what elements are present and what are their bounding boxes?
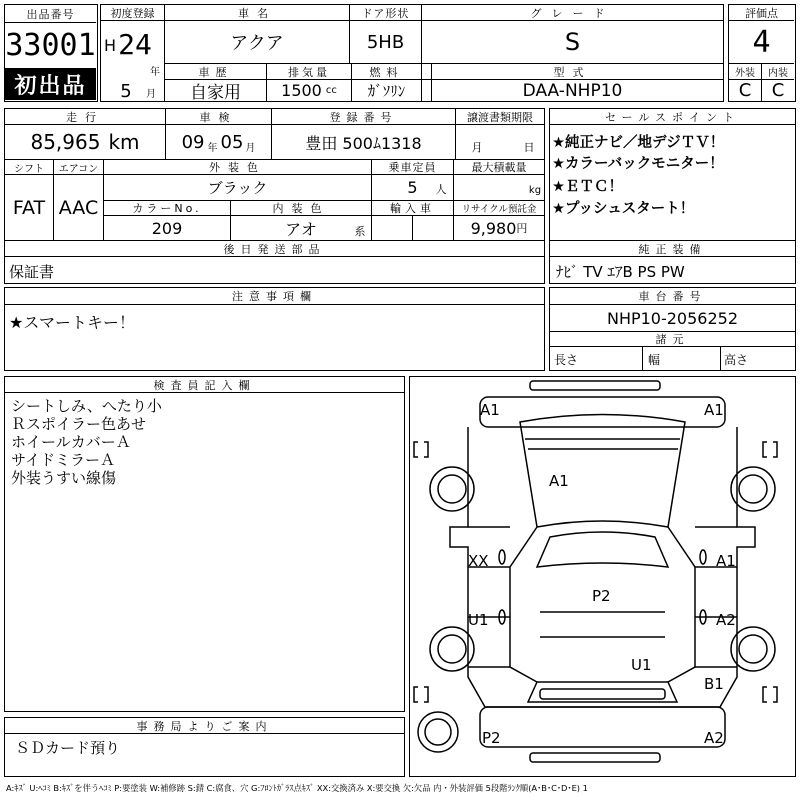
- inspector-line: シートしみ、へたり小: [11, 397, 162, 415]
- transfer-month-unit: 月: [471, 141, 483, 154]
- fuel-label: 燃料: [369, 65, 404, 79]
- door: 5HB: [366, 31, 405, 53]
- plate-label: 登録番号: [329, 110, 398, 124]
- shift-label: シフト: [14, 163, 44, 175]
- plate: 豊田 500ﾑ1318: [305, 133, 422, 153]
- reg-month: 5: [120, 80, 132, 102]
- transfer-label: 譲渡書類期限: [467, 110, 533, 124]
- inspector-line: サイドミラーＡ: [11, 451, 115, 469]
- later-parts-label: 後日発送部品: [223, 242, 326, 256]
- equipment: ﾅﾋﾞ TV ｴｱB PS PW: [556, 263, 685, 281]
- reg-year: 24: [118, 27, 152, 61]
- inspector-line: 外装うすい線傷: [11, 469, 117, 487]
- mileage: [5, 125, 165, 159]
- damage-mark: U1: [631, 656, 652, 674]
- lot-label: 出品番号: [26, 7, 75, 21]
- reg-era: H: [103, 35, 117, 55]
- chassis-box: [549, 287, 796, 371]
- history-label: 車歴: [198, 65, 233, 79]
- int-color-label: 内装色: [272, 202, 330, 215]
- inspection-month-unit: 月: [245, 142, 256, 154]
- inspection: [166, 125, 271, 159]
- mileage-label: 走行: [66, 110, 104, 124]
- recycle-value: 9,980: [470, 218, 517, 238]
- office-box: [4, 717, 405, 777]
- inspection-label: 車検: [199, 110, 238, 124]
- damage-mark: A1: [704, 401, 724, 419]
- damage-mark: A2: [716, 611, 736, 629]
- mileage-value: 85,965: [30, 130, 101, 154]
- load-label: 最大積載量: [471, 161, 527, 174]
- recycle-unit: 円: [516, 222, 528, 235]
- inspector-box: [4, 376, 405, 712]
- damage-mark: P2: [592, 587, 611, 605]
- chassis-label: 車台番号: [638, 290, 707, 303]
- recycle-label: リサイクル預託金: [461, 204, 537, 215]
- color: ブラック: [207, 179, 268, 197]
- door-label: ドア形状: [361, 6, 410, 20]
- int-color: アオ: [285, 219, 317, 239]
- sales-point: ★カラーバックモニター！: [552, 156, 724, 172]
- inspection-year-unit: 年: [207, 142, 218, 154]
- interior-score: C: [771, 80, 785, 101]
- width-label: 幅: [648, 353, 661, 367]
- capacity-label: 乗車定員: [388, 161, 437, 174]
- inspector-line: Ｒスポイラー色あせ: [11, 415, 147, 433]
- notes-label: 注意事項欄: [232, 290, 317, 303]
- car-name: アクア: [230, 33, 284, 54]
- top-info-box: [100, 4, 724, 102]
- interior-label: 内装: [768, 68, 788, 79]
- capacity: 5: [407, 178, 418, 197]
- inspection-month: 05: [220, 131, 244, 153]
- ac: AAC: [58, 196, 99, 219]
- office-label: 事務局よりご案内: [136, 719, 273, 733]
- history: 自家用: [190, 83, 241, 103]
- damage-mark: A1: [716, 552, 736, 570]
- score-label: 評価点: [745, 6, 778, 20]
- inspector-label: 検査員記入欄: [153, 378, 256, 392]
- mileage-unit: km: [108, 130, 140, 154]
- vehicle-info-box: [4, 108, 545, 284]
- recycle: [454, 216, 544, 240]
- int-color-unit: 系: [354, 225, 366, 238]
- exterior-score: C: [738, 80, 752, 101]
- inspector-line: ホイールカバーＡ: [11, 433, 131, 451]
- notes-box: [4, 287, 545, 371]
- damage-mark: A2: [704, 729, 724, 747]
- damage-mark: A1: [480, 401, 500, 419]
- damage-mark: U1: [468, 611, 489, 629]
- sales-box: [549, 108, 796, 284]
- lot-box: [4, 4, 98, 102]
- legend: A:ｷｽﾞ U:ﾍｺﾐ B:ｷｽﾞを伴うﾍｺﾐ P:要塗装 W:補修跡 S:錆 C:腐食、穴 G:ﾌﾛﾝﾄｶﾞﾗｽ点ｷｽﾞ XX:交換済み X:要交換 欠:欠品 内・外装評価 5段階ﾗﾝｸ順(A･B･C･D･E) 1: [6, 783, 588, 793]
- color-no: 209: [151, 218, 183, 238]
- sales-point: ★プッシュスタート！: [552, 201, 695, 217]
- displacement: [267, 80, 351, 101]
- damage-mark: B1: [704, 675, 724, 693]
- sales-label: セールスポイント: [604, 110, 740, 124]
- reg-year-unit: 年: [150, 66, 160, 78]
- grade-label: グレード: [530, 6, 615, 20]
- damage-mark: XX: [468, 552, 489, 570]
- inspection-year: 09: [181, 131, 205, 153]
- load-unit: kg: [528, 184, 542, 196]
- chassis-number: NHP10-2056252: [606, 308, 739, 328]
- color-label: 外装色: [209, 161, 266, 174]
- car-outline-svg: [410, 377, 795, 776]
- length-label: 長さ: [554, 353, 579, 367]
- displacement-label: 排気量: [288, 65, 330, 79]
- displacement-value: 1500: [281, 81, 322, 100]
- later-parts: 保証書: [9, 263, 55, 281]
- grade: S: [564, 28, 581, 56]
- fuel: ｶﾞｿﾘﾝ: [367, 82, 406, 100]
- notes: ★スマートキー！: [9, 313, 136, 332]
- car-name-label: 車名: [238, 6, 276, 20]
- exterior-label: 外装: [735, 68, 755, 79]
- sales-point: ★純正ナビ／地デジＴＶ！: [552, 135, 725, 151]
- displacement-unit: cc: [325, 85, 337, 96]
- color-no-label: カラーNo.: [132, 202, 202, 215]
- import-label: 輸入車: [390, 202, 435, 215]
- damage-mark: A1: [549, 472, 569, 490]
- capacity-unit: 人: [435, 183, 447, 196]
- sales-point: ★ＥＴＣ！: [552, 179, 623, 195]
- reg-label: 初度登録: [110, 6, 155, 20]
- equipment-label: 純正装備: [638, 242, 707, 256]
- model: DAA-NHP10: [522, 80, 623, 101]
- score-box: [728, 4, 796, 102]
- transfer-day-unit: 日: [523, 141, 535, 154]
- reg-month-unit: 月: [146, 88, 156, 100]
- shift: FAT: [12, 196, 46, 219]
- score: 4: [752, 24, 771, 60]
- office-note: ＳＤカード預り: [15, 739, 121, 757]
- height-label: 高さ: [724, 353, 749, 367]
- first-listing-badge: 初出品: [5, 68, 96, 100]
- damage-mark: P2: [482, 729, 501, 747]
- damage-diagram: [409, 376, 796, 777]
- lot-number: 33001: [5, 27, 96, 63]
- ac-label: エアコン: [58, 163, 99, 175]
- dims-label: 諸元: [655, 333, 690, 346]
- model-label: 型式: [553, 65, 592, 79]
